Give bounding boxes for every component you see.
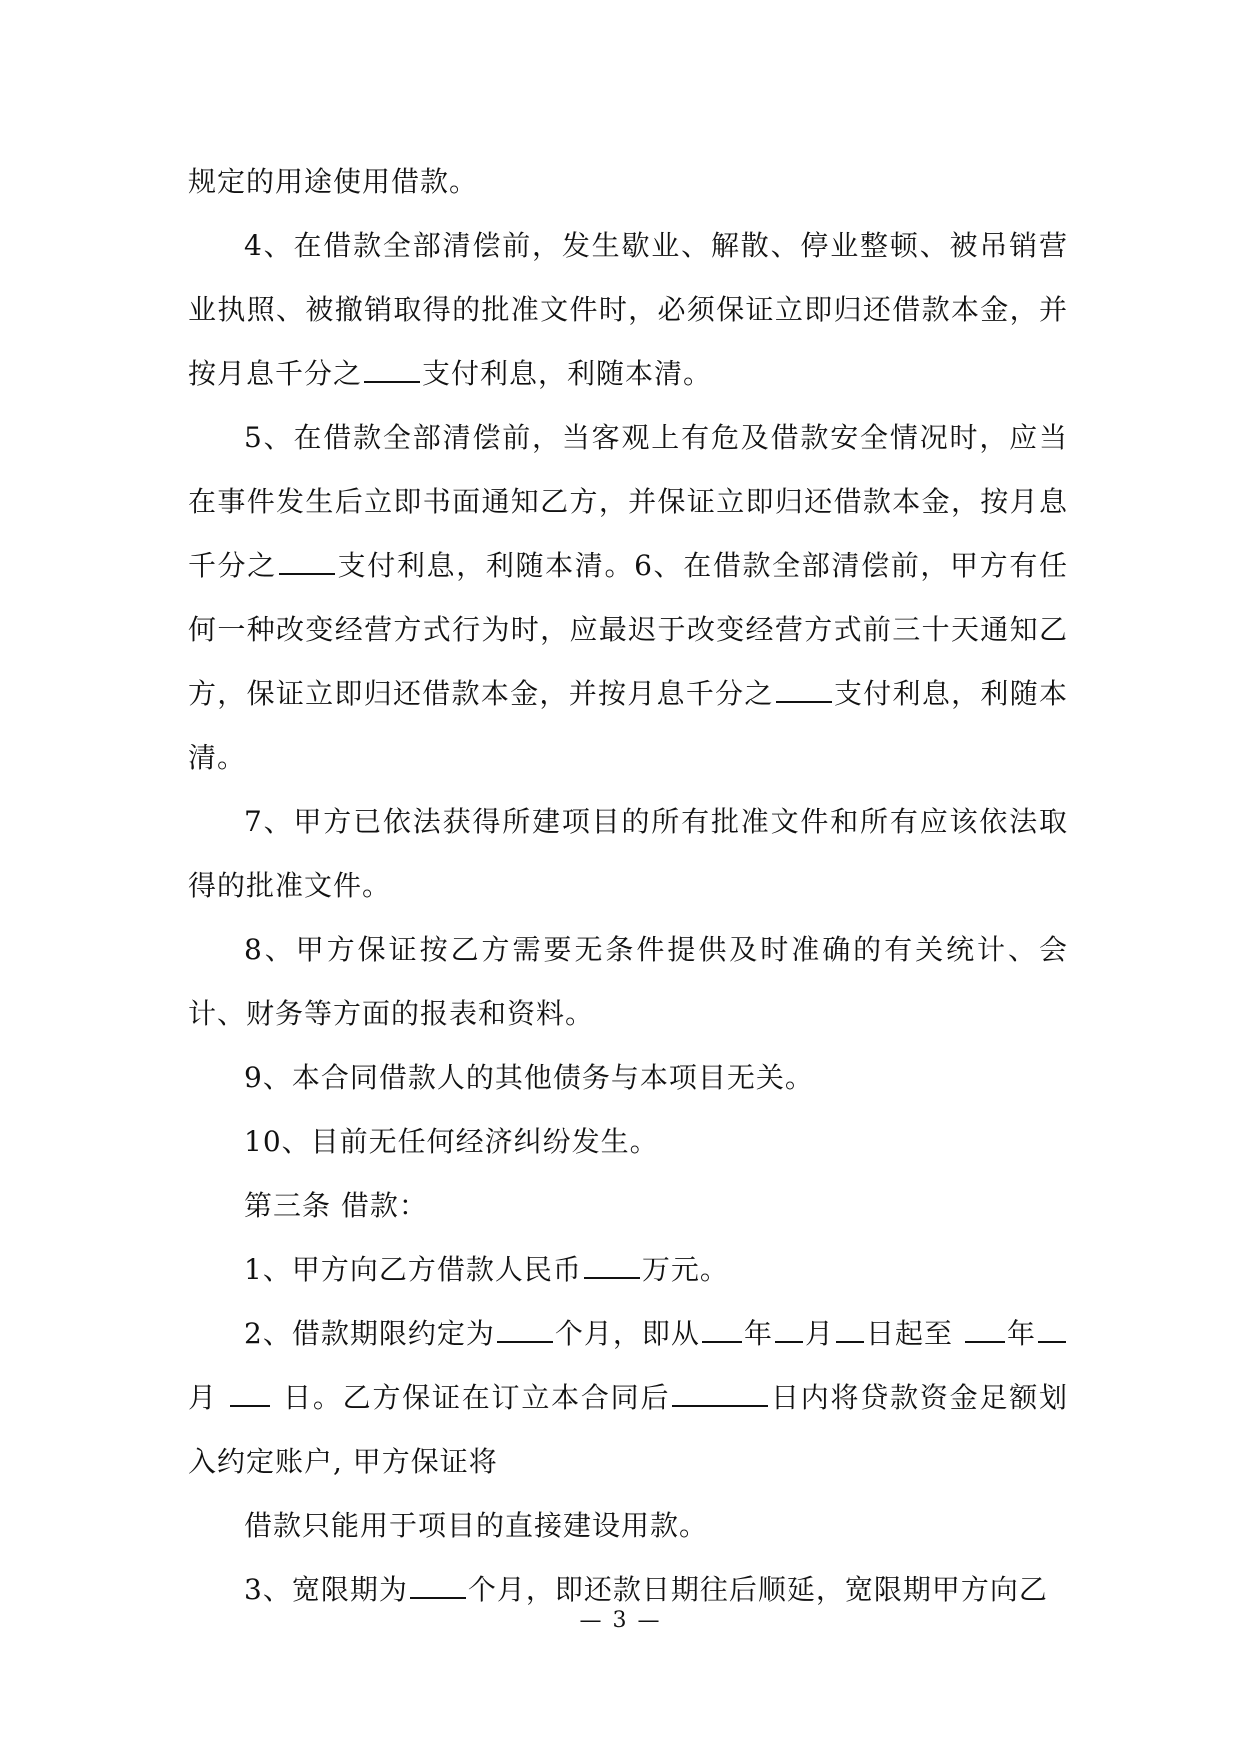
text-line: 5、在借款全部清偿前，当客观上有危及借款安全情况时，应当在事件发生后立即书面通知乙方，并保证立即归还借款本金，按月息千分之 (188, 421, 1068, 582)
text-line: 第三条 借款： (244, 1189, 428, 1222)
text-line: 8、甲方保证按乙方需要无条件提供及时准确的有关统计、会计、财务等方面的报表和资料。 (188, 933, 1068, 1030)
paragraph-clause-5-6 (188, 406, 1068, 790)
article-heading (188, 1174, 1068, 1238)
paragraph (188, 150, 1068, 214)
paragraph-loan-use (188, 1494, 1068, 1558)
text-line: 支付利息，利随本清。6、在借款全部清偿前，甲方有任何一种改变经营方式行为时，应最迟于改变经营方式前三十天通知乙方，保证立即归还借款本金，并按月息千分之 (188, 549, 1068, 710)
text-line: 个月，即从 (554, 1317, 700, 1350)
paragraph-loan-2 (188, 1302, 1068, 1494)
paragraph-clause-4 (188, 214, 1068, 406)
fill-in-blank (672, 1383, 768, 1407)
text-line: 7、甲方已依法获得所建项目的所有批准文件和所有应该依法取得的批准文件。 (188, 805, 1068, 902)
text-line: 个月，即还款日期往后顺延，宽限期甲方向乙 (467, 1573, 1048, 1606)
fill-in-blank (364, 359, 420, 383)
paragraph-clause-8 (188, 918, 1068, 1046)
paragraph-loan-1 (188, 1238, 1068, 1302)
text-line: 借款只能用于项目的直接建设用款。 (244, 1509, 709, 1542)
fill-in-blank (1038, 1319, 1066, 1343)
text-line: 年 (1006, 1317, 1036, 1350)
paragraph-clause-9 (188, 1046, 1068, 1110)
fill-in-blank (836, 1319, 864, 1343)
text-line: 10、目前无任何经济纠纷发生。 (244, 1125, 659, 1158)
fill-in-blank (584, 1255, 640, 1279)
text-line: 1、甲方向乙方借款人民币 (244, 1253, 582, 1286)
text-line: 万元。 (641, 1253, 729, 1286)
text-line: 日起至 (866, 1317, 963, 1350)
text-line: 日。乙方保证在订立本合同后 (272, 1381, 671, 1414)
fill-in-blank (279, 551, 335, 575)
fill-in-blank (965, 1319, 1005, 1343)
text-line: 年 (743, 1317, 773, 1350)
text-line: 规定的用途使用借款。 (188, 165, 479, 198)
fill-in-blank (497, 1319, 553, 1343)
fill-in-blank (702, 1319, 742, 1343)
document-body (188, 150, 1068, 1622)
fill-in-blank (230, 1383, 270, 1407)
page-number: — 3 — (579, 1608, 662, 1633)
paragraph-clause-7 (188, 790, 1068, 918)
text-line: 月 (804, 1317, 835, 1350)
fill-in-blank (776, 679, 832, 703)
fill-in-blank (410, 1575, 466, 1599)
text-line: 月 (188, 1381, 229, 1414)
text-line: 支付利息，利随本清。 (422, 357, 713, 390)
text-line: 支付利息，利随本清。 (188, 677, 1068, 774)
text-line: 4、在借款全部清偿前，发生歇业、解散、停业整顿、被吊销营业执照、被撤销取得的批准文件时，必须保证立即归还借款本金，并按月息千分之 (188, 229, 1068, 390)
text-line: 日内将贷款资金足额划入约定账户, 甲方保证将 (188, 1381, 1068, 1478)
text-line: 9、本合同借款人的其他债务与本项目无关。 (244, 1061, 814, 1094)
text-line: 2、借款期限约定为 (244, 1317, 495, 1350)
paragraph-clause-10 (188, 1110, 1068, 1174)
text-line: 3、宽限期为 (244, 1573, 408, 1606)
fill-in-blank (775, 1319, 803, 1343)
